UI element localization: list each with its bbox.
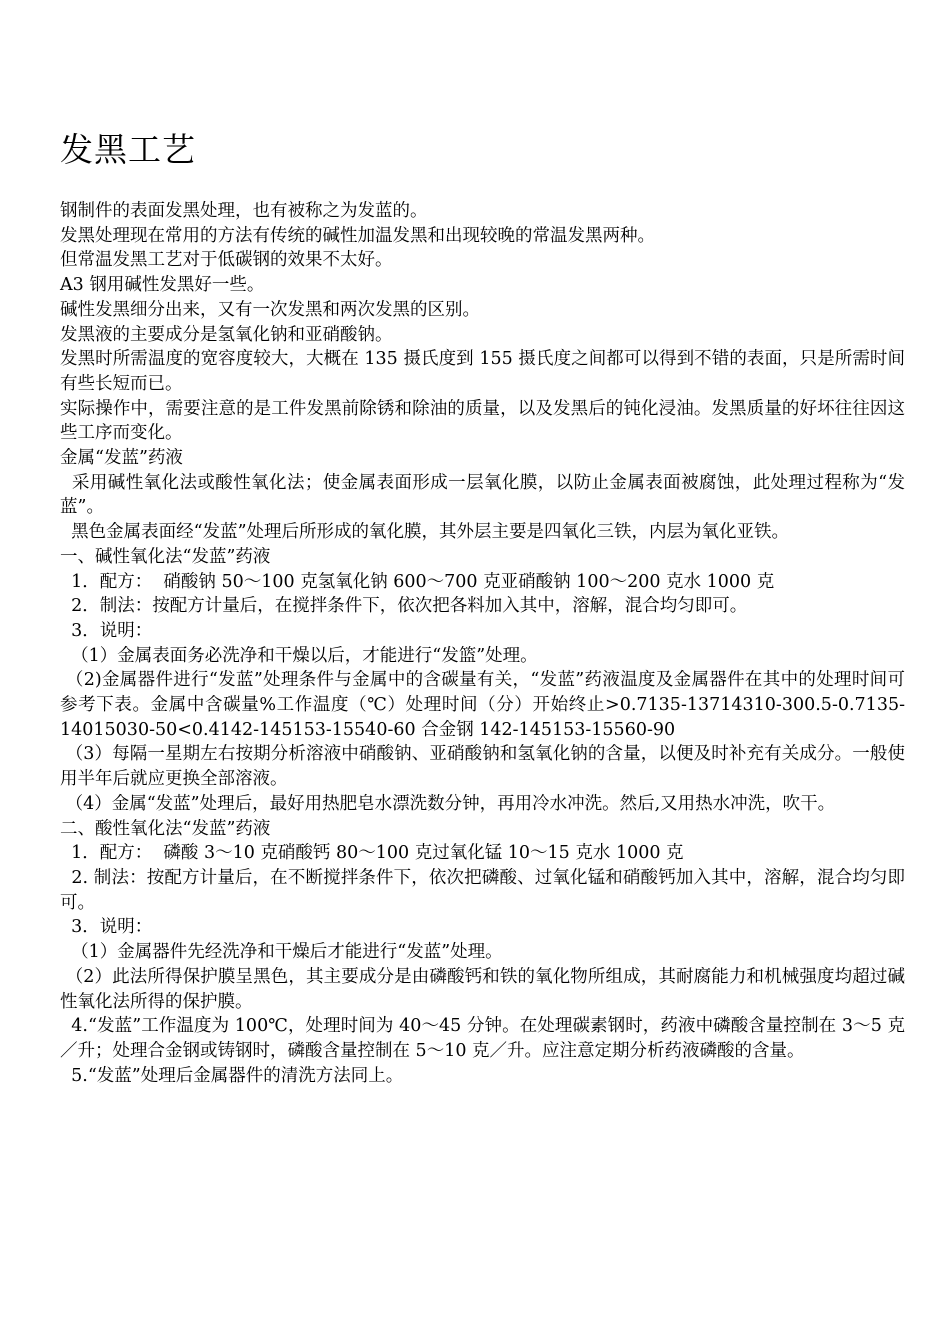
paragraph: 黑色金属表面经“发蓝”处理后所形成的氧化膜，其外层主要是四氧化三铁，内层为氧化亚铁。	[60, 522, 790, 543]
paragraph: 发黑液的主要成分是氢氧化钠和亚硝酸钠。	[60, 324, 393, 345]
paragraph: 5.“发蓝”处理后金属器件的清洗方法同上。	[60, 1065, 404, 1086]
paragraph: 采用碱性氧化法或酸性氧化法；使金属表面形成一层氧化膜，以防止金属表面被腐蚀，此处理过程称为“发蓝”。	[60, 472, 905, 518]
document-body	[60, 199, 905, 1088]
paragraph: 但常温发黑工艺对于低碳钢的效果不太好。	[60, 250, 393, 271]
paragraph: 钢制件的表面发黑处理，也有被称之为发蓝的。	[60, 201, 428, 221]
paragraph: 实际操作中，需要注意的是工件发黑前除锈和除油的质量，以及发黑后的钝化浸油。发黑质量的好坏往往因这些工序而变化。	[60, 398, 905, 444]
paragraph: （4）金属“发蓝”处理后，最好用热肥皂水漂洗数分钟，再用冷水冲洗。然后,又用热水冲洗，吹干。	[60, 793, 836, 814]
paragraph: 2．制法：按配方计量后，在搅拌条件下，依次把各料加入其中，溶解，混合均匀即可。	[60, 596, 748, 617]
paragraph: 发黑时所需温度的宽容度较大，大概在 135 摄氏度到 155 摄氏度之间都可以得到不错的表面，只是所需时间有些长短而已。	[60, 349, 905, 394]
paragraph: A3 钢用碱性发黑好一些。	[60, 275, 265, 296]
paragraph: （1）金属表面务必洗净和干燥以后，才能进行“发篮”处理。	[60, 645, 538, 666]
paragraph: （3）每隔一星期左右按期分析溶液中硝酸钠、亚硝酸钠和氢氧化钠的含量，以便及时补充有关成分。一般使用半年后就应更换全部溶液。	[60, 744, 905, 790]
paragraph: 发黑处理现在常用的方法有传统的碱性加温发黑和出现较晚的常温发黑两种。	[60, 225, 655, 246]
paragraph: （1）金属器件先经洗净和干燥后才能进行“发蓝”处理。	[60, 942, 503, 963]
paragraph: 1．配方： 磷酸 3～10 克硝酸钙 80～100 克过氧化锰 10～15 克水 1000 克	[60, 843, 684, 864]
paragraph: 4.“发蓝”工作温度为 100℃，处理时间为 40～45 分钟。在处理碳素钢时，药液中磷酸含量控制在 3～5 克／升；处理合金钢或铸钢时，磷酸含量控制在 5～10 克／升。应注意定期分析药液磷酸的含量。	[60, 1016, 905, 1061]
paragraph: （2)金属器件进行“发蓝”处理条件与金属中的含碳量有关，“发蓝”药液温度及金属器件在其中的处理时间可参考下表。金属中含碳量%工作温度（℃）处理时间（分）开始终止>0.7135-13714310-300.5-0.7135-14015030-50<0.4142-145153-15540-60 合金钢 142-145153-15560-90	[60, 670, 905, 740]
paragraph: 一、碱性氧化法“发蓝”药液	[60, 546, 271, 567]
paragraph: 1．配方： 硝酸钠 50～100 克氢氧化钠 600～700 克亚硝酸钠 100～200 克水 1000 克	[60, 571, 775, 592]
page-title: 发黑工艺	[60, 130, 196, 169]
paragraph: 碱性发黑细分出来，又有一次发黑和两次发黑的区别。	[60, 299, 480, 320]
paragraph: 3．说明：	[60, 917, 153, 938]
paragraph: （2）此法所得保护膜呈黑色，其主要成分是由磷酸钙和铁的氧化物所组成，其耐腐能力和机械强度均超过碱性氧化法所得的保护膜。	[60, 966, 905, 1012]
paragraph: 3．说明：	[60, 620, 153, 641]
paragraph: 金属“发蓝”药液	[60, 448, 183, 469]
paragraph: 2. 制法：按配方计量后，在不断搅拌条件下，依次把磷酸、过氧化锰和硝酸钙加入其中，溶解，混合均匀即可。	[60, 867, 905, 913]
paragraph: 二、酸性氧化法“发蓝”药液	[60, 818, 271, 839]
